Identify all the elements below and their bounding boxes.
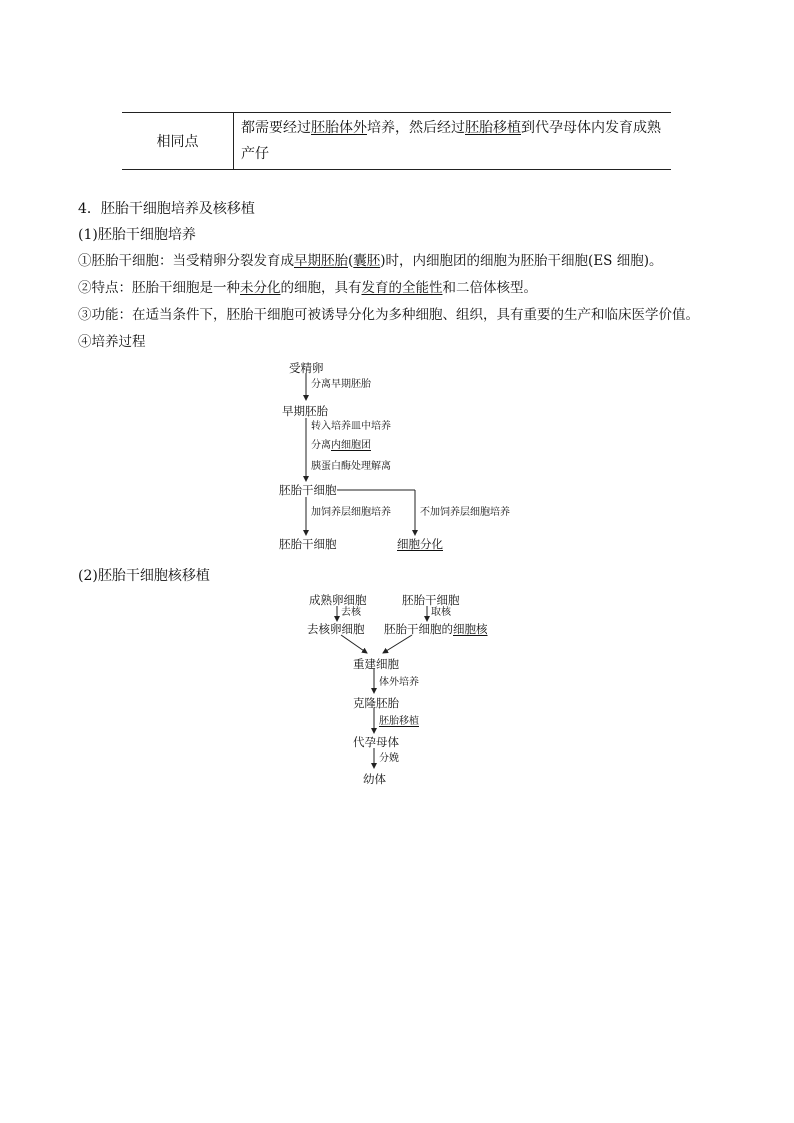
node-surrogate: 代孕母体: [353, 735, 399, 749]
text: 分离: [311, 440, 331, 451]
table-header-same-points: 相同点: [156, 134, 199, 150]
item-function: ③功能：在适当条件下，胚胎干细胞可被诱导分化为多种细胞、组织，具有重要的生产和临床医学价值。: [78, 307, 699, 323]
underlined-term: 早期胚胎: [294, 253, 348, 269]
text: ①胚胎干细胞：当受精卵分裂发育成: [78, 253, 294, 269]
node-offspring: 幼体: [363, 772, 386, 786]
item-process: ④培养过程: [78, 334, 146, 350]
text: 和二倍体核型。: [442, 280, 537, 296]
arrow-label: 胚胎移植: [379, 716, 419, 727]
arrow-label: [311, 440, 371, 452]
node-reconstructed-cell: 重建细胞: [353, 657, 399, 671]
underlined-term: 囊胚: [353, 253, 381, 269]
node-es-cell-source: 胚胎干细胞: [402, 593, 460, 607]
node-es-cell: 胚胎干细胞: [279, 483, 337, 497]
arrow-label: 转入培养皿中培养: [311, 421, 391, 432]
subsection-title-transplant: (2)胚胎干细胞核移植: [78, 568, 210, 584]
branch-label-right: 不加饲养层细胞培养: [420, 507, 510, 518]
text: 产仔: [241, 146, 269, 162]
underlined-term: 胚胎移植: [465, 120, 521, 136]
arrow-label: 胰蛋白酶处理解离: [311, 461, 391, 472]
arrow-label: 去核: [341, 607, 361, 618]
text: 到代孕母体内发育成熟: [521, 120, 661, 136]
node-zygote: 受精卵: [289, 361, 324, 375]
arrow: [341, 635, 367, 653]
node-enucleated-egg: [307, 622, 365, 636]
text: ②特点：胚胎干细胞是一种: [78, 280, 240, 296]
underlined-term: 发育的全能性: [361, 280, 443, 296]
node-early-embryo: 早期胚胎: [282, 404, 328, 418]
text: 培养，然后经过: [367, 120, 465, 136]
underlined-term: 未分化: [240, 280, 281, 296]
underlined-term: 胚胎体外: [311, 120, 367, 136]
node-es-cell-result: 胚胎干细胞: [279, 537, 337, 551]
node-differentiation: 细胞分化: [397, 537, 443, 551]
node-es-nucleus: [384, 622, 488, 636]
subsection-title-culture: (1)胚胎干细胞培养: [78, 227, 196, 243]
underlined-term: 内细胞团: [331, 440, 371, 451]
arrow: [383, 635, 412, 653]
arrow-label: 分离早期胚胎: [311, 379, 371, 390]
text: 都需要经过: [241, 120, 311, 136]
node-mature-egg: 成熟卵细胞: [309, 593, 367, 607]
arrow-label: 体外培养: [379, 677, 419, 688]
text: 去核卵细胞: [307, 622, 365, 636]
section-title: 4．胚胎干细胞培养及核移植: [78, 201, 255, 217]
text: 的细胞，具有: [280, 280, 362, 296]
branch-label-left: 加饲养层细胞培养: [311, 507, 391, 518]
text: (: [348, 253, 354, 269]
text: )时，内细胞团的细胞为胚胎干细胞(ES 细胞)。: [380, 253, 663, 269]
arrow-label: 取核: [431, 607, 451, 618]
node-cloned-embryo: 克隆胚胎: [353, 696, 399, 710]
text: 胚胎干细胞的: [384, 622, 453, 636]
arrow-label: 分娩: [379, 753, 399, 764]
underlined-term: 细胞核: [453, 622, 488, 636]
